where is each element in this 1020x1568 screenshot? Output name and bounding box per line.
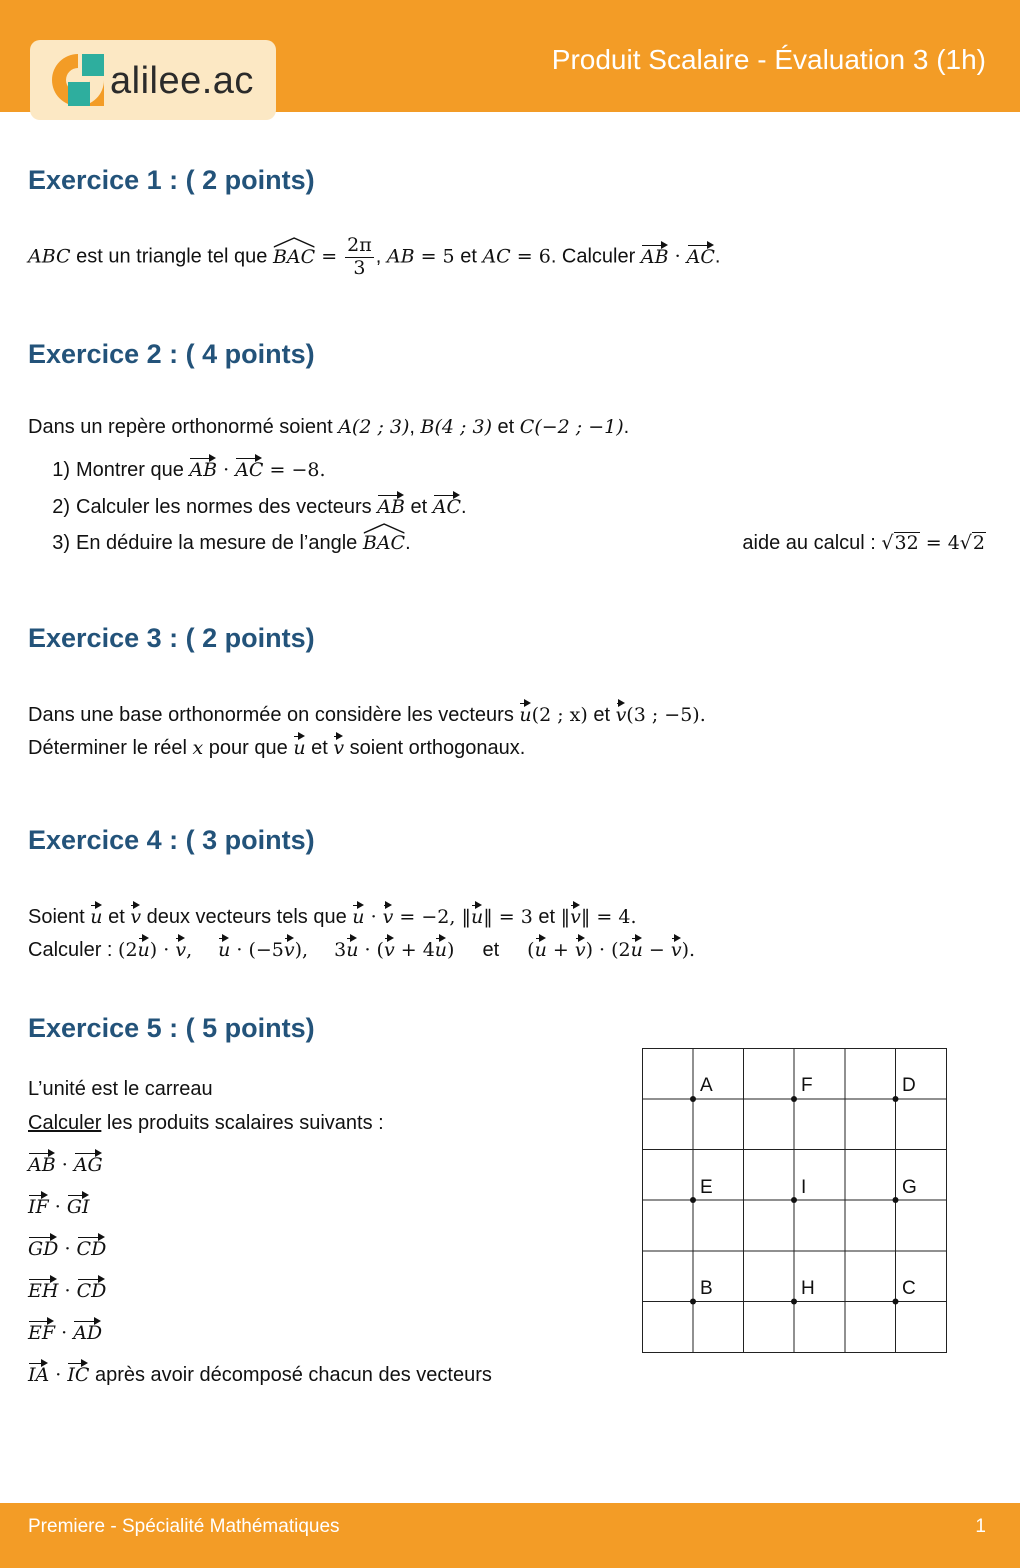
label-f: F (801, 1075, 813, 1096)
exercise-4-title: Exercice 4 : ( 3 points) (28, 825, 315, 855)
grid-figure (642, 1048, 948, 1354)
point-f (791, 1096, 797, 1102)
angle-bac: BAC (273, 246, 315, 268)
exercise-4-line-1: Soient u et v deux vecteurs tels que u · v = −2, ‖u‖ = 3 et ‖v‖ = 4. (28, 902, 637, 929)
product-3: GD · CD (28, 1234, 106, 1261)
galilee-logo[interactable] (30, 40, 276, 120)
label-a: A (700, 1075, 713, 1096)
fraction: $\frac{2\pi}{3}$ (347, 234, 372, 279)
label-g: G (902, 1177, 917, 1198)
exercise-2-question-1: 1) Montrer que AB · AC = −8. (16, 455, 326, 482)
product-2: IF · GI (28, 1192, 90, 1219)
exercise-2-title: Exercice 2 : ( 4 points) (28, 339, 315, 369)
footer-course-label: Premiere - Spécialité Mathématiques (28, 1516, 340, 1537)
product-6: IA · IC après avoir décomposé chacun des vecteurs (28, 1360, 492, 1387)
label-b: B (700, 1278, 713, 1299)
page-footer (0, 1503, 1020, 1568)
point-i (791, 1197, 797, 1203)
document-title: Produit Scalaire - Évaluation 3 (1h) (551, 44, 986, 75)
product-1: AB · AG (28, 1150, 103, 1177)
point-d (893, 1096, 899, 1102)
product-4: EH · CD (28, 1276, 106, 1303)
exercise-2-question-3: 3) En déduire la mesure de l’angle BAC. (16, 532, 411, 555)
exercise-1-statement: ABC est un triangle tel que BAC = $\frac{2\pi}{3}$ , AB = 5 et AC = 6. Calculer AB · AC. (28, 234, 721, 279)
exercise-3-line-2: Déterminer le réel x pour que u et v soient orthogonaux. (28, 733, 525, 760)
angle-bac: BAC (363, 532, 405, 554)
point-g (893, 1197, 899, 1203)
point-c (893, 1299, 899, 1305)
exercise-2-intro: Dans un repère orthonormé soient A(2 ; 3), B(4 ; 3) et C(−2 ; −1). (28, 416, 630, 438)
label-c: C (902, 1278, 916, 1299)
point-b (690, 1299, 696, 1305)
exercise-2-question-2: 2) Calculer les normes des vecteurs AB et AC. (16, 492, 467, 519)
page-number: 1 (975, 1516, 986, 1537)
exercise-5-unit: L’unité est le carreau (28, 1078, 213, 1100)
exercise-1-title: Exercice 1 : ( 2 points) (28, 165, 315, 195)
point-a (690, 1096, 696, 1102)
point-e (690, 1197, 696, 1203)
exercise-4-line-2: Calculer : (2u) · v, u · (−5v), 3u · (v + 4u) et (u + v) · (2u − v). (28, 935, 695, 962)
label-e: E (700, 1177, 713, 1198)
exercise-3-line-1: Dans une base orthonormée on considère les vecteurs u(2 ; x) et v(3 ; −5). (28, 700, 706, 727)
exercise-5-instruction: Calculer les produits scalaires suivants : (28, 1112, 384, 1134)
exercise-5-title: Exercice 5 : ( 5 points) (28, 1013, 315, 1043)
logo-text: alilee.ac (110, 60, 254, 102)
label-i: I (801, 1177, 807, 1198)
label-d: D (902, 1075, 916, 1096)
page-header (0, 0, 1020, 112)
logo-g-icon (50, 52, 106, 108)
calculation-hint: aide au calcul : √32 = 4√2 (742, 532, 985, 554)
label-h: H (801, 1278, 815, 1299)
product-5: EF · AD (28, 1318, 102, 1345)
exercise-3-title: Exercice 3 : ( 2 points) (28, 623, 315, 653)
point-h (791, 1299, 797, 1305)
